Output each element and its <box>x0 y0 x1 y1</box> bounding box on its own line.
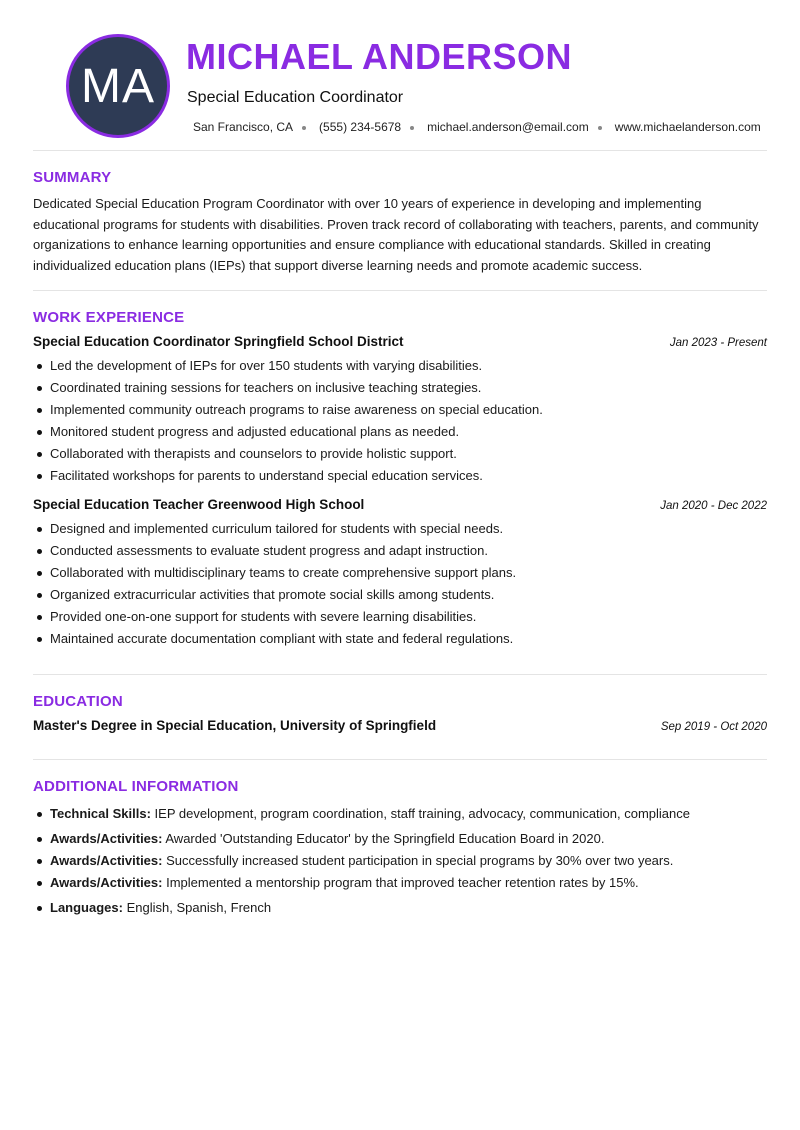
summary-text: Dedicated Special Education Program Coordinator with over 10 years of experience in developing and implementing educational programs for students with disabilities. Proven track record of collaborating with teachers, parents, and community organizations to enhance learning opportunities and ensure compliance with educational standards. Skilled in creating individualized education plans (IEPs) that support diverse learning needs and promote academic success. <box>33 196 759 273</box>
list-item <box>50 828 767 850</box>
list-item <box>50 872 767 894</box>
contact-website[interactable]: www.michaelanderson.com <box>614 120 761 134</box>
item-label: Awards/Activities: <box>50 875 163 890</box>
list-item: Implemented community outreach programs to raise awareness on special education. <box>50 399 767 421</box>
list-item: Maintained accurate documentation compliant with state and federal regulations. <box>50 628 767 650</box>
list-item <box>50 850 767 872</box>
additional-list <box>33 803 767 919</box>
list-item: Monitored student progress and adjusted educational plans as needed. <box>50 421 767 443</box>
candidate-name: MICHAEL ANDERSON <box>186 36 573 77</box>
item-text: Successfully increased student participation in special programs by 30% over two years. <box>166 853 674 868</box>
additional-heading: ADDITIONAL INFORMATION <box>33 778 239 795</box>
job-title: Special Education Coordinator Springfield School District <box>33 334 404 349</box>
item-text: Awarded 'Outstanding Educator' by the Springfield Education Board in 2020. <box>165 831 605 846</box>
list-item: Facilitated workshops for parents to understand special education services. <box>50 465 767 487</box>
item-text: IEP development, program coordination, staff training, advocacy, communication, compliance <box>154 806 690 821</box>
separator-dot-icon <box>410 126 414 130</box>
separator-dot-icon <box>598 126 602 130</box>
education-date: Sep 2019 - Oct 2020 <box>660 721 767 733</box>
item-label: Languages: <box>50 900 123 915</box>
degree: Master's Degree in Special Education, University of Springfield <box>33 718 437 733</box>
item-text: Implemented a mentorship program that improved teacher retention rates by 15%. <box>166 875 639 890</box>
item-label: Awards/Activities: <box>50 853 163 868</box>
list-item: Designed and implemented curriculum tailored for students with special needs. <box>50 518 767 540</box>
summary-section <box>33 151 767 290</box>
education-section <box>33 675 767 759</box>
separator-dot-icon <box>302 126 306 130</box>
contact-info <box>193 120 761 134</box>
resume-header <box>33 0 767 150</box>
contact-phone[interactable]: (555) 234-5678 <box>319 120 402 134</box>
job-entry <box>33 497 767 650</box>
experience-section <box>33 291 767 674</box>
list-item <box>50 897 767 919</box>
list-item: Collaborated with multidisciplinary teams to create comprehensive support plans. <box>50 562 767 584</box>
avatar <box>66 34 170 138</box>
job-title: Special Education Teacher Greenwood High School <box>33 497 365 512</box>
job-date: Jan 2023 - Present <box>669 337 767 349</box>
experience-heading: WORK EXPERIENCE <box>33 309 185 326</box>
list-item: Provided one-on-one support for students with severe learning disabilities. <box>50 606 767 628</box>
list-item: Collaborated with therapists and counselors to provide holistic support. <box>50 443 767 465</box>
contact-email[interactable]: michael.anderson@email.com <box>427 120 589 134</box>
list-item: Conducted assessments to evaluate student progress and adapt instruction. <box>50 540 767 562</box>
job-entry <box>33 334 767 487</box>
item-text: English, Spanish, French <box>126 900 272 915</box>
item-label: Technical Skills: <box>50 806 151 821</box>
list-item: Led the development of IEPs for over 150 students with varying disabilities. <box>50 355 767 377</box>
candidate-title: Special Education Coordinator <box>187 89 404 106</box>
additional-section <box>33 760 767 919</box>
list-item: Coordinated training sessions for teachers on inclusive teaching strategies. <box>50 377 767 399</box>
summary-heading: SUMMARY <box>33 169 112 186</box>
list-item <box>50 803 767 825</box>
avatar-initials: MA <box>81 59 155 113</box>
item-label: Awards/Activities: <box>50 831 163 846</box>
job-bullets <box>33 355 767 487</box>
contact-location: San Francisco, CA <box>193 120 294 134</box>
list-item: Organized extracurricular activities that promote social skills among students. <box>50 584 767 606</box>
education-heading: EDUCATION <box>33 693 123 710</box>
job-bullets <box>33 518 767 650</box>
job-date: Jan 2020 - Dec 2022 <box>660 500 767 512</box>
